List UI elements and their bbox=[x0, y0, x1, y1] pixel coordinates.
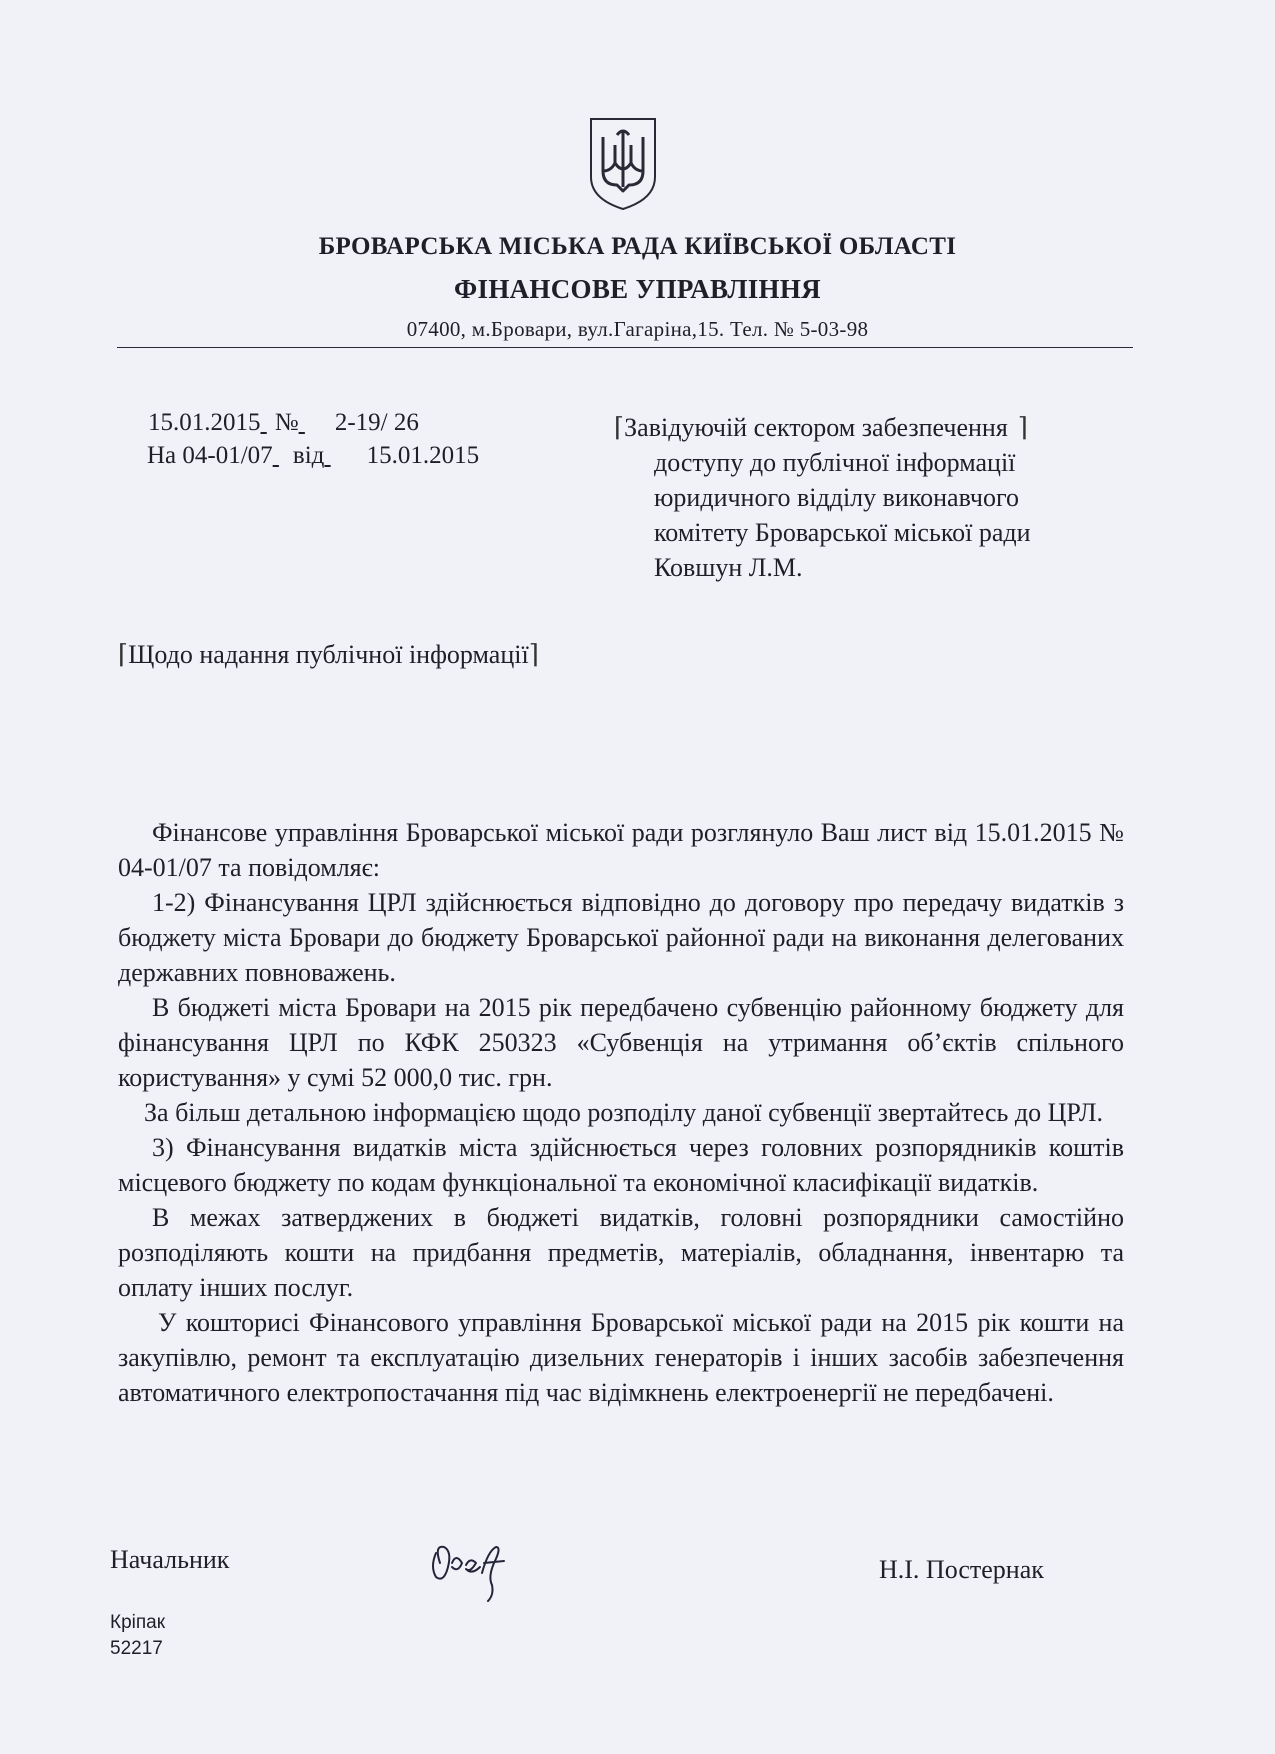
addressee-block bbox=[614, 410, 1031, 585]
letter-body bbox=[118, 815, 1124, 1410]
addressee-line: комітету Броварської міської ради bbox=[654, 518, 1031, 547]
executor-info bbox=[110, 1610, 165, 1662]
outgoing-number: 2-19/ 26 bbox=[334, 409, 419, 436]
reply-to-number: На 04-01/07 bbox=[147, 442, 273, 469]
addressee-line: доступу до публічної інформації bbox=[654, 448, 1016, 477]
reply-date: 15.01.2015 bbox=[366, 442, 480, 469]
signatory-name: Н.І. Постернак bbox=[879, 1555, 1044, 1584]
addressee-line: Ковшун Л.М. bbox=[654, 553, 803, 582]
body-paragraph: В межах затверджених в бюджеті видатків, головні розпорядники самостійно розподіляють кошти на придбання предметів, матеріалів, обладнання, інвентарю та оплату інших послуг. bbox=[118, 1203, 1124, 1302]
letter-subject bbox=[118, 640, 539, 670]
department-name: ФІНАНСОВЕ УПРАВЛІННЯ bbox=[454, 274, 821, 304]
addressee-line: ⌈Завідуючій сектором забезпечення ⌉ bbox=[614, 413, 1028, 442]
document-reference bbox=[148, 406, 495, 472]
handwritten-signature bbox=[422, 1533, 522, 1603]
body-paragraph: У кошторисі Фінансового управління Броварської міської ради на 2015 рік кошти на закупівлю, ремонт та експлуатацію дизельних генераторів і інших засобів забезпечення автоматичного електропостачання під час відімкнень електроенергії не передбачені. bbox=[118, 1308, 1124, 1407]
header-divider bbox=[117, 347, 1133, 348]
corner-bracket-right: ⌉ bbox=[528, 640, 539, 669]
reply-ref-line bbox=[148, 439, 495, 472]
body-paragraph: Фінансове управління Броварської міської ради розглянуло Ваш лист від 15.01.2015 № 04-01/07 та повідомляє: bbox=[118, 818, 1124, 882]
corner-bracket-right: ⌉ bbox=[1017, 413, 1028, 442]
org-address: 07400, м.Бровари, вул.Гагаріна,15. Тел. № 5-03-98 bbox=[406, 317, 869, 341]
from-label: від bbox=[292, 442, 325, 469]
outgoing-ref-line bbox=[148, 406, 495, 439]
body-paragraph: За більш детальною інформацією щодо розподілу даної субвенції звертайтесь до ЦРЛ. bbox=[144, 1098, 1103, 1127]
coat-of-arms-icon bbox=[587, 115, 659, 211]
signatory-title: Начальник bbox=[110, 1545, 230, 1574]
subject-text: Щодо надання публічної інформації bbox=[128, 640, 529, 669]
corner-bracket-left: ⌈ bbox=[118, 640, 129, 669]
body-paragraph: 1-2) Фінансування ЦРЛ здійснюється відповідно до договору про передачу видатків з бюджету міста Бровари до бюджету Броварської районної ради на виконання делегованих державних повноважень. bbox=[118, 888, 1124, 987]
addressee-line: юридичного відділу виконавчого bbox=[654, 483, 1019, 512]
outgoing-date: 15.01.2015 bbox=[148, 409, 261, 436]
executor-phone: 52217 bbox=[110, 1638, 163, 1659]
corner-bracket-left: ⌈ bbox=[614, 413, 625, 442]
body-paragraph: 3) Фінансування видатків міста здійснюється через головних розпорядників коштів місцевого бюджету по кодам функціональної та економічної класифікації видатків. bbox=[118, 1133, 1124, 1197]
org-name: БРОВАРСЬКА МІСЬКА РАДА КИЇВСЬКОЇ ОБЛАСТІ bbox=[318, 233, 957, 260]
number-label: № bbox=[274, 409, 299, 436]
body-paragraph: В бюджеті міста Бровари на 2015 рік передбачено субвенцію районному бюджету для фінансування ЦРЛ по КФК 250323 «Субвенція на утримання об’єктів спільного користування» у сумі 52 000,0 тис. грн. bbox=[118, 993, 1124, 1092]
executor-name: Кріпак bbox=[110, 1612, 166, 1633]
